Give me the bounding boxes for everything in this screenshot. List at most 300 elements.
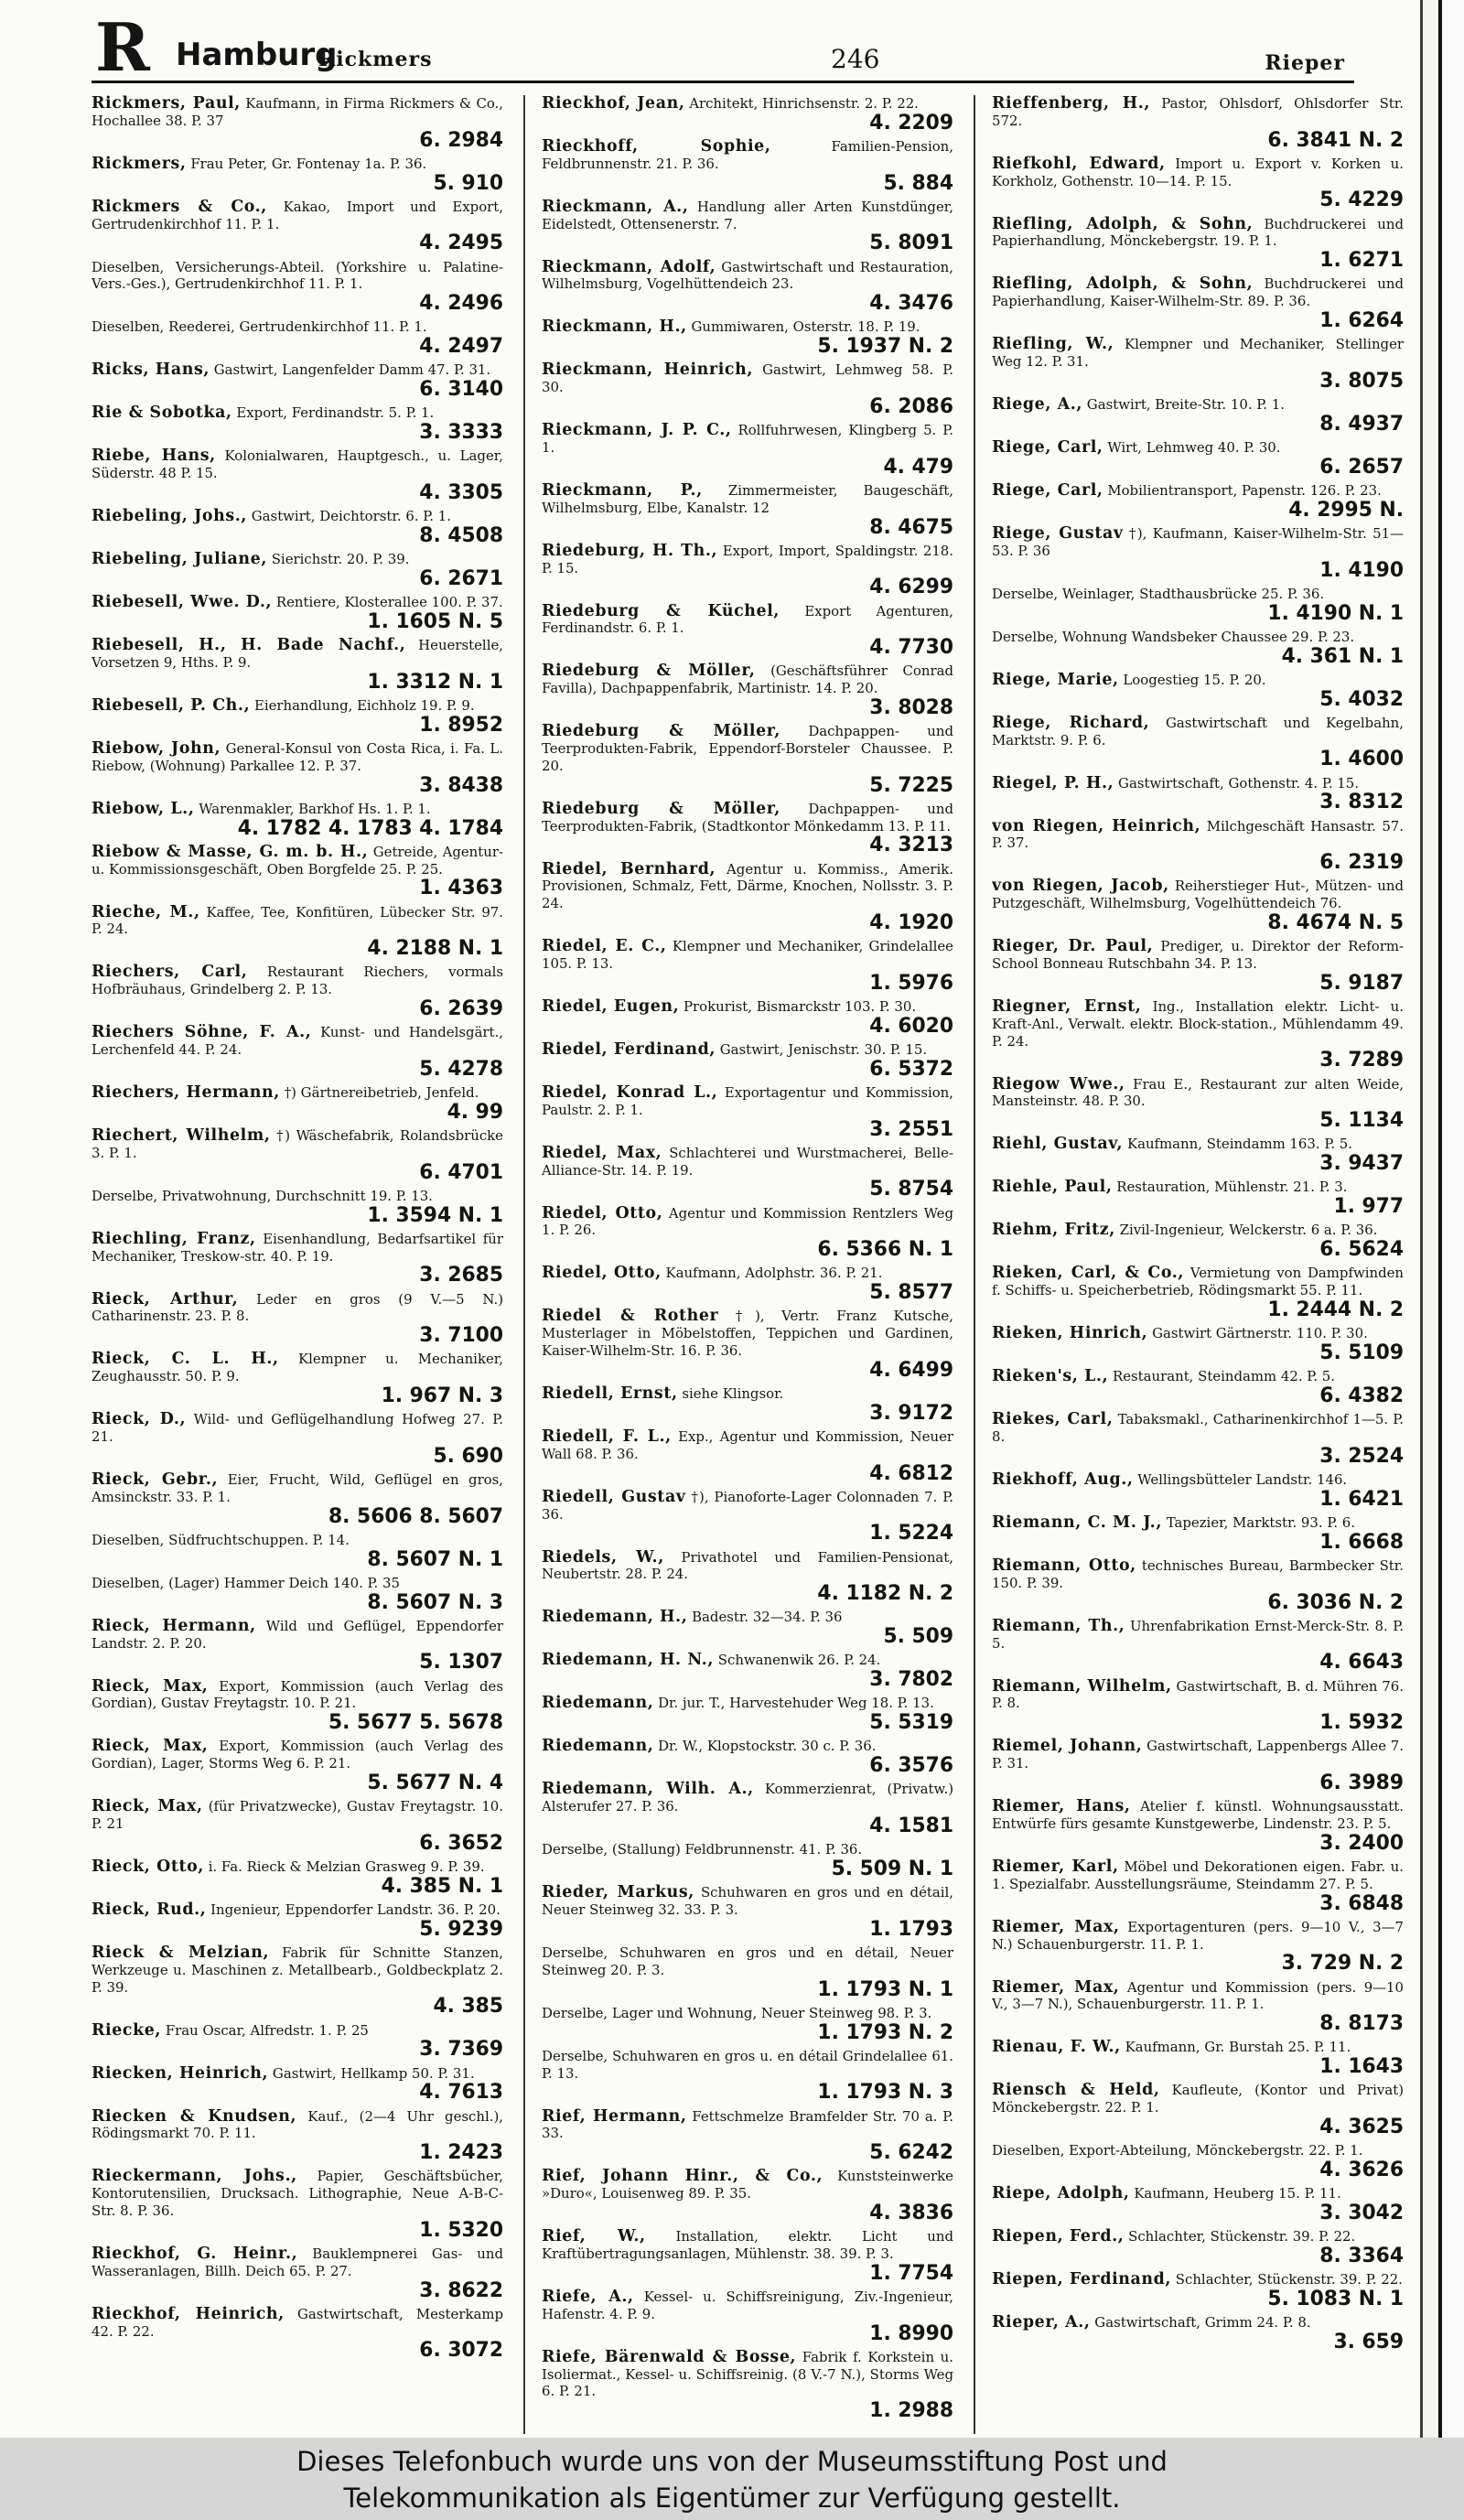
entry-details: Kaufmann, Adolphstr. 36. P. 21. — [665, 1265, 883, 1282]
entry-details: Buchdruckerei und Papierhandlung, Kaiser-Wilhelm-Str. 89. P. 36. — [992, 275, 1404, 310]
entry-details: Gastwirt, Hellkamp 50. P. 31. — [272, 2064, 475, 2082]
entry-name: Riedemann, H., — [542, 1608, 688, 1627]
entry-details: Klempner u. Mechaniker, Zeughausstr. 50. P. 9. — [92, 1351, 503, 1385]
directory-entry — [992, 1798, 1404, 1854]
entry-details: Klempner und Mechaniker, Grindelallee 105. P. 13. — [542, 938, 953, 972]
directory-entry — [992, 1858, 1404, 1914]
entry-details: Prediger, u. Direktor der Reform-School Bonneau Rutschbahn 34. P. 13. — [992, 938, 1404, 972]
entry-details: Schlachter, Stückenstr. 39. P. 22. — [1175, 2271, 1403, 2288]
directory-entry — [992, 1222, 1404, 1260]
entry-details: Kommerzienrat, (Privatw.) Alsterufer 27. P. 36. — [542, 1781, 953, 1815]
entry-name: Riechers Söhne, F. A., — [92, 1023, 312, 1042]
entry-name: Rieffenberg, H., — [992, 95, 1151, 113]
directory-entry — [92, 2245, 503, 2301]
entry-name: Ricks, Hans, — [92, 361, 210, 380]
entry-name: Rickmers & Co., — [92, 197, 267, 216]
phone-number: 3. 7289 — [1319, 1049, 1404, 1072]
entry-details: Gastwirtschaft, Mesterkamp 42. P. 22. — [92, 2305, 503, 2340]
phone-number: 4. 6299 — [869, 576, 953, 599]
phone-number: 1. 5320 — [419, 2218, 503, 2242]
phone-number: 1. 5932 — [1319, 1711, 1404, 1735]
directory-entry — [992, 525, 1404, 581]
entry-name: Riebow & Masse, G. m. b. H., — [92, 842, 369, 861]
directory-entry — [542, 422, 953, 478]
directory-entry — [92, 1901, 503, 1940]
entry-name: Riedemann, — [542, 1694, 654, 1713]
entry-name: Riebow, John, — [92, 738, 221, 758]
entry-name: Riefling, Adolph, & Sohn, — [992, 275, 1254, 294]
phone-number: 6. 2639 — [419, 996, 503, 1020]
entry-details: Export, Ferdinandstr. 5. P. 1. — [236, 404, 435, 422]
entry-details: Import u. Export v. Korken u. Korkholz, Gothenstr. 10—14. P. 15. — [992, 155, 1404, 189]
entry-details: Tabaksmakl., Catharinenkirchhof 1—5. P. 8. — [992, 1411, 1404, 1445]
entry-details: Fabrik für Schnitte Stanzen, Werkzeuge u. Maschinen z. Metallbearb., Goldbeckplatz 2. P. 39. — [92, 1944, 503, 1996]
entry-details: Restauration, Mühlenstr. 21. P. 3. — [1116, 1179, 1348, 1196]
entry-details: Dr. W., Klopstockstr. 30 c. P. 36. — [658, 1738, 877, 1755]
phone-number: 6. 5624 — [1319, 1238, 1404, 1262]
phone-number: 1. 6264 — [1319, 308, 1404, 332]
phone-number: 5. 690 — [433, 1444, 503, 1468]
phone-number: 3. 8028 — [869, 695, 953, 719]
entry-name: Riefling, Adolph, & Sohn, — [992, 214, 1254, 233]
phone-number: 4. 3836 — [869, 2201, 953, 2224]
column-3 — [992, 95, 1404, 2434]
entry-name: Riebesell, Wwe. D., — [92, 593, 273, 612]
entry-details: Dachpappen- und Teerprodukten-Fabrik, (Stadtkontor Mönkedamm 13. P. 11. — [542, 800, 953, 835]
directory-entry — [542, 603, 953, 659]
entry-name: Rieken's, L., — [992, 1367, 1109, 1386]
entry-details: Zivil-Ingenieur, Welckerstr. 6 a. P. 36. — [1119, 1222, 1378, 1239]
phone-number: 4. 2995 N. — [1288, 498, 1404, 522]
phone-number: 5. 910 — [433, 171, 503, 195]
entry-name: Rieckhof, Heinrich, — [92, 2304, 285, 2323]
directory-entry — [92, 1798, 503, 1854]
directory-entry — [92, 95, 503, 151]
entry-details: Wild- und Geflügelhandlung Hofweg 27. P. 21. — [92, 1411, 503, 1445]
directory-entry — [992, 1678, 1404, 1734]
entry-details: Gastwirtschaft, Lappenbergs Allee 7. P. 31. — [992, 1738, 1404, 1772]
entry-name: Riehl, Gustav, — [992, 1135, 1124, 1154]
city-name: Hamburg — [176, 37, 338, 73]
entry-details: General-Konsul von Costa Rica, i. Fa. L. Riebow, (Wohnung) Parkallee 12. P. 37. — [92, 739, 503, 774]
phone-number: 4. 3213 — [869, 834, 953, 857]
entry-name: Riedell, F. L., — [542, 1427, 672, 1446]
directory-entry — [92, 508, 503, 546]
entry-details: Ing., Installation elektr. Licht- u. Kraft-Anl., Verwalt. elektr. Block-station., Mühlendamm 49. P. 24. — [992, 997, 1404, 1050]
entry-name: Rienau, F. W., — [992, 2038, 1121, 2057]
phone-number: 4. 1782 4. 1783 4. 1784 — [237, 816, 503, 840]
entry-details: Vermietung von Dampfwinden f. Schiffs- u. Speicherbetrieb, Rödingsmarkt 55. P. 11. — [992, 1265, 1404, 1299]
entry-details: Gastwirt, Jenischstr. 30. P. 15. — [719, 1040, 928, 1058]
entry-name: Rieckhof, G. Heinr., — [92, 2244, 298, 2263]
phone-number: 8. 4675 — [869, 515, 953, 539]
directory-entry — [92, 1532, 503, 1570]
phone-number: 1. 5224 — [869, 1522, 953, 1545]
entry-name: Rieckmann, H., — [542, 318, 687, 337]
entry-name: Riefkohl, Edward, — [992, 154, 1166, 173]
directory-entry — [542, 1265, 953, 1303]
phone-number: 4. 6020 — [869, 1014, 953, 1038]
entry-details: Fabrik f. Korkstein u. Isoliermat., Kessel- u. Schiffsreinig. (8 V.-7 N.), Storms Weg 6. P. 21. — [542, 2348, 953, 2400]
entry-details: Derselbe, Weinlager, Stadthausbrücke 25. P. 36. — [992, 585, 1325, 602]
entry-name: Rieckmann, Adolf, — [542, 257, 716, 276]
phone-number: 6. 2086 — [869, 394, 953, 418]
phone-number: 6. 3036 N. 2 — [1267, 1590, 1404, 1614]
entry-name: Riebeling, Juliane, — [92, 550, 267, 569]
directory-entry — [992, 336, 1404, 392]
entry-details: Rentiere, Klosterallee 100. P. 37. — [275, 594, 503, 611]
directory-entry — [992, 2228, 1404, 2267]
phone-number: 4. 361 N. 1 — [1281, 644, 1404, 668]
entry-name: Rieken, Hinrich, — [992, 1324, 1148, 1343]
phone-number: 3. 7100 — [419, 1324, 503, 1348]
entry-details: Kaufmann, Heuberg 15. P. 11. — [1134, 2185, 1341, 2202]
entry-name: Riege, Carl, — [992, 437, 1103, 457]
entry-name: Rieckmann, Heinrich, — [542, 361, 753, 380]
entry-details: Dieselben, Versicherungs-Abteil. (Yorkshire u. Palatine-Vers.-Ges.), Gertrudenkirchhof 11. P. 1. — [92, 258, 503, 293]
entry-name: Riemel, Johann, — [992, 1737, 1143, 1756]
phone-number: 6. 3652 — [419, 1831, 503, 1855]
phone-number: 1. 1793 N. 1 — [817, 1977, 953, 2001]
directory-entry — [542, 1385, 953, 1424]
phone-number: 3. 2685 — [419, 1264, 503, 1287]
entry-details: Privathotel und Familien-Pensionat, Neubertstr. 28. P. 24. — [542, 1548, 953, 1583]
directory-entry — [992, 1738, 1404, 1793]
directory-entry — [92, 551, 503, 589]
entry-details: Agentur und Kommission (pers. 9—10 V., 3—7 N.), Schauenburgerstr. 11. P. 1. — [992, 1978, 1404, 2013]
entry-details: Eisenhandlung, Bedarfsartikel für Mechaniker, Treskow-str. 40. P. 19. — [92, 1230, 503, 1265]
entry-details: Ingenieur, Eppendorfer Landstr. 36. P. 20. — [210, 1901, 501, 1918]
directory-entry — [992, 775, 1404, 813]
phone-number: 5. 7225 — [869, 773, 953, 797]
phone-number: 5. 509 N. 1 — [831, 1857, 953, 1880]
phone-number: 1. 3312 N. 1 — [367, 670, 503, 694]
phone-number: 4. 3305 — [419, 480, 503, 504]
entry-details: Gastwirt Gärtnerstr. 110. P. 30. — [1152, 1325, 1368, 1342]
entry-details: Derselbe, (Stallung) Feldbrunnenstr. 41. P. 36. — [542, 1841, 863, 1858]
phone-number: 1. 977 — [1333, 1195, 1404, 1219]
phone-number: 4. 99 — [447, 1100, 503, 1124]
phone-number: 1. 1605 N. 5 — [367, 609, 503, 633]
directory-entry — [992, 998, 1404, 1072]
entry-name: Riefe, Bärenwald & Bosse, — [542, 2347, 797, 2366]
entry-name: Riedemann, — [542, 1737, 654, 1756]
directory-entry — [92, 1944, 503, 2018]
entry-details: Installation, elektr. Licht und Kraftübertragungsanlagen, Mühlenstr. 38. 39. P. 3. — [542, 2228, 953, 2262]
entry-details: Derselbe, Lager und Wohnung, Neuer Steinweg 98. P. 3. — [542, 2004, 932, 2021]
entry-name: Rieckmann, P., — [542, 480, 703, 500]
phone-number: 6. 2984 — [419, 128, 503, 152]
phone-number: 8. 4937 — [1319, 412, 1404, 436]
directory-entry — [992, 1325, 1404, 1363]
phone-number: 8. 4508 — [419, 523, 503, 547]
phone-number: 5. 1937 N. 2 — [817, 335, 953, 359]
directory-entry — [542, 1695, 953, 1733]
entry-name: Riebeling, Johs., — [92, 507, 248, 526]
directory-entry — [92, 637, 503, 693]
entry-name: Riedel, Otto, — [542, 1264, 662, 1283]
phone-number: 5. 9239 — [419, 1917, 503, 1941]
directory-entry — [992, 1514, 1404, 1553]
entry-name: Rickmers, Paul, — [92, 95, 241, 113]
directory-entry — [92, 2306, 503, 2362]
directory-entry — [992, 629, 1404, 667]
entry-name: Riege, A., — [992, 394, 1083, 414]
entry-details: Wild und Geflügel, Eppendorfer Landstr. 2. P. 20. — [92, 1617, 503, 1652]
entry-name: Riepe, Adolph, — [992, 2184, 1130, 2203]
entry-name: Riedeburg & Möller, — [542, 722, 780, 741]
directory-entry — [92, 199, 503, 254]
phone-number: 4. 385 — [433, 1995, 503, 2019]
directory-entry — [992, 95, 1404, 151]
entry-name: Riegow Wwe., — [992, 1074, 1125, 1093]
directory-entry — [542, 138, 953, 194]
phone-number: 4. 479 — [883, 455, 953, 479]
phone-number: 5. 5109 — [1319, 1341, 1404, 1364]
entry-name: Riedel, Konrad L., — [542, 1082, 718, 1102]
phone-number: 5. 4229 — [1319, 188, 1404, 212]
entry-details: Gastwirt, Deichtorstr. 6. P. 1. — [251, 508, 451, 525]
entry-name: Riegel, P. H., — [992, 773, 1114, 792]
directory-entry — [542, 861, 953, 934]
entry-details: Pastor, Ohlsdorf, Ohlsdorfer Str. 572. — [992, 95, 1404, 129]
entry-name: Rieche, M., — [92, 902, 200, 921]
entry-name: Riedel, Ferdinand, — [542, 1039, 716, 1059]
entry-details: Fettschmelze Bramfelder Str. 70 a. P. 33. — [542, 2107, 953, 2142]
directory-entry — [542, 543, 953, 598]
column-divider — [974, 95, 975, 2434]
directory-entry — [992, 1471, 1404, 1510]
entry-details: Heuerstelle, Vorsetzen 9, Hths. P. 9. — [92, 637, 503, 671]
directory-entry — [92, 2022, 503, 2061]
directory-entry — [542, 1652, 953, 1690]
directory-entry — [992, 1557, 1404, 1613]
entry-name: Rieck, Gebr., — [92, 1470, 219, 1489]
directory-entry — [542, 1884, 953, 1940]
phone-number: 4. 6643 — [1319, 1651, 1404, 1675]
entry-name: Riechert, Wilhelm, — [92, 1125, 271, 1145]
phone-number: 1. 4363 — [419, 877, 503, 900]
entry-name: Riehm, Fritz, — [992, 1221, 1115, 1240]
entry-name: Rieken, Carl, & Co., — [992, 1264, 1185, 1283]
phone-number: 8. 4674 N. 5 — [1267, 910, 1404, 934]
directory-entry — [992, 216, 1404, 272]
scan-edge — [1420, 0, 1464, 2438]
entry-details: Getreide, Agentur- u. Kommissionsgeschäft, Oben Borgfelde 25. P. 25. — [92, 843, 503, 878]
directory-entry — [92, 1351, 503, 1406]
entry-details: Gastwirt, Lehmweg 58. P. 30. — [542, 361, 953, 396]
directory-entry — [92, 156, 503, 194]
entry-details: Kaufleute, (Kontor und Privat) Mönckebergstr. 22. P. 1. — [992, 2082, 1404, 2116]
directory-entry — [992, 1618, 1404, 1674]
directory-entry — [92, 1471, 503, 1527]
footer-notice — [0, 2438, 1464, 2520]
phone-number: 4. 1920 — [869, 910, 953, 934]
phone-number: 1. 8990 — [869, 2321, 953, 2345]
directory-entry — [542, 482, 953, 538]
directory-entry — [542, 938, 953, 994]
directory-entry — [992, 2039, 1404, 2077]
entry-name: Rieck, D., — [92, 1410, 187, 1429]
entry-name: Rieckhof, Jean, — [542, 95, 685, 113]
entry-details: Warenmakler, Barkhof Hs. 1. P. 1. — [199, 800, 431, 817]
phone-number: 5. 8091 — [869, 232, 953, 255]
entry-details: Export Agenturen, Ferdinandstr. 6. P. 1. — [542, 602, 953, 637]
directory-entry — [542, 1841, 953, 1879]
entry-name: Riepen, Ferdinand, — [992, 2270, 1172, 2289]
phone-number: 5. 509 — [883, 1625, 953, 1649]
page-header — [92, 8, 1354, 86]
entry-name: Riedel & Rother — [542, 1307, 719, 1326]
directory-entry — [92, 1231, 503, 1287]
phone-number: 5. 1134 — [1319, 1109, 1404, 1133]
directory-entry — [992, 586, 1404, 624]
phone-number: 4. 3476 — [869, 292, 953, 316]
phone-number: 3. 9172 — [869, 1401, 953, 1425]
directory-entry — [92, 1575, 503, 1613]
directory-entry — [542, 2108, 953, 2164]
phone-number: 8. 3364 — [1319, 2244, 1404, 2267]
phone-number: 1. 2444 N. 2 — [1267, 1298, 1404, 1321]
directory-entry — [92, 2065, 503, 2104]
phone-number: 1. 2988 — [869, 2399, 953, 2423]
phone-number: 5. 4278 — [419, 1057, 503, 1081]
entry-details: Dieselben, Südfruchtschuppen. P. 14. — [92, 1531, 350, 1548]
phone-number: 1. 4600 — [1319, 748, 1404, 771]
directory-entry — [542, 1489, 953, 1545]
entry-name: Riege, Gustav — [992, 523, 1124, 543]
entry-details: Loogestieg 15. P. 20. — [1123, 671, 1266, 688]
directory-entry — [542, 259, 953, 315]
entry-details: Export, Import, Spaldingstr. 218. P. 15. — [542, 542, 953, 576]
directory-entry — [542, 199, 953, 254]
entry-details: Gastwirt, Langenfelder Damm 47. P. 31. — [213, 361, 491, 379]
entry-details: Eier, Frucht, Wild, Geflügel en gros, Amsinckstr. 33. P. 1. — [92, 1470, 503, 1505]
directory-entry — [542, 2288, 953, 2344]
directory-entry — [92, 964, 503, 1019]
entry-details: Kunst- und Handelsgärt., Lerchenfeld 44. P. 24. — [92, 1024, 503, 1058]
phone-number: 1. 8952 — [419, 713, 503, 737]
entry-details: Gastwirtschaft, Grimm 24. P. 8. — [1094, 2314, 1311, 2332]
phone-number: 3. 8075 — [1319, 369, 1404, 393]
entry-name: Riedell, Ernst, — [542, 1384, 678, 1403]
entry-name: Riedeburg & Möller, — [542, 799, 780, 818]
entry-details: Kaufmann, Steindamm 163. P. 5. — [1126, 1136, 1352, 1153]
entry-name: Riecken & Knudsen, — [92, 2106, 297, 2126]
entry-name: Riekhoff, Aug., — [992, 1470, 1134, 1489]
phone-number: 3. 729 N. 2 — [1281, 1952, 1404, 1976]
phone-number: 6. 4382 — [1319, 1384, 1404, 1407]
entry-name: Riemann, Otto, — [992, 1556, 1136, 1575]
directory-entry — [992, 672, 1404, 710]
entry-details: Schwanenwik 26. P. 24. — [717, 1652, 881, 1669]
phone-number: 6. 3841 N. 2 — [1267, 128, 1404, 152]
phone-number: 4. 7730 — [869, 636, 953, 660]
entry-name: Riedel, Otto, — [542, 1203, 663, 1222]
entry-details: Dieselben, Export-Abteilung, Mönckebergstr. 22. P. 1. — [992, 2142, 1363, 2159]
phone-number: 6. 3072 — [419, 2339, 503, 2363]
entry-name: Riemer, Max, — [992, 1977, 1120, 1997]
directory-entry — [992, 1979, 1404, 2035]
entry-name: Rieck & Melzian, — [92, 1943, 270, 1962]
entry-name: Rie & Sobotka, — [92, 404, 232, 423]
phone-number: 5. 1083 N. 1 — [1267, 2287, 1404, 2310]
entry-details: Wellingsbütteler Landstr. 146. — [1137, 1470, 1348, 1488]
entry-name: Riemann, Wilhelm, — [992, 1676, 1172, 1696]
entry-name: Riedel, Max, — [542, 1143, 662, 1162]
entry-details: Gastwirt, Breite-Str. 10. P. 1. — [1086, 395, 1285, 413]
directory-entry — [542, 2168, 953, 2224]
entry-name: Riegner, Ernst, — [992, 996, 1142, 1016]
directory-entry — [542, 1944, 953, 2000]
directory-entry — [992, 1179, 1404, 1217]
directory-entry — [542, 2349, 953, 2422]
phone-number: 4. 6812 — [869, 1461, 953, 1485]
phone-number: 6. 3140 — [419, 378, 503, 402]
phone-number: 5. 8754 — [869, 1178, 953, 1201]
entry-details: Frau E., Restaurant zur alten Weide, Mansteinstr. 48. P. 30. — [992, 1075, 1404, 1110]
phone-number: 3. 9437 — [1319, 1152, 1404, 1176]
directory-entry — [92, 404, 503, 443]
entry-details: Eierhandlung, Eichholz 19. P. 9. — [253, 696, 475, 714]
entry-details: Buchdruckerei und Papierhandlung, Mönckebergstr. 19. P. 1. — [992, 215, 1404, 250]
phone-number: 6. 3989 — [1319, 1771, 1404, 1794]
entry-name: Riedeburg & Möller, — [542, 662, 756, 681]
entry-details: Badestr. 32—34. P. 36 — [692, 1609, 843, 1626]
entry-name: Rieck, C. L. H., — [92, 1350, 279, 1369]
directory-entry — [992, 1076, 1404, 1132]
directory-entry — [542, 318, 953, 357]
column-2 — [542, 95, 953, 2434]
entry-name: von Riegen, Heinrich, — [992, 816, 1201, 835]
entry-name: Riecke, — [92, 2020, 162, 2040]
entry-name: Rieck, Max, — [92, 1676, 209, 1696]
phone-number: 5. 8577 — [869, 1281, 953, 1305]
directory-entry — [992, 439, 1404, 478]
phone-number: 1. 6421 — [1319, 1487, 1404, 1511]
entry-details: Derselbe, Wohnung Wandsbeker Chaussee 29. P. 23. — [992, 628, 1355, 645]
entry-details: (für Privatzwecke), Gustav Freytagstr. 10. P. 21 — [92, 1798, 503, 1832]
directory-entry — [542, 1609, 953, 1647]
phone-number: 6. 3576 — [869, 1754, 953, 1778]
directory-entry — [992, 1368, 1404, 1406]
entry-name: von Riegen, Jacob, — [992, 877, 1169, 896]
phone-number: 3. 7369 — [419, 2038, 503, 2062]
entry-details: Schlachter, Stückenstr. 39. P. 22. — [1128, 2228, 1356, 2245]
entry-name: Riedemann, Wilh. A., — [542, 1780, 754, 1799]
directory-entry — [992, 156, 1404, 211]
entry-name: Riemer, Max, — [992, 1917, 1120, 1936]
entry-name: Riecken, Heinrich, — [92, 2063, 269, 2083]
directory-entry — [542, 2048, 953, 2104]
directory-entry — [542, 1781, 953, 1836]
directory-entry — [542, 1308, 953, 1381]
directory-entry — [92, 447, 503, 503]
directory-entry — [992, 715, 1404, 770]
directory-entry — [92, 2168, 503, 2241]
entry-name: Riebow, L., — [92, 799, 195, 818]
directory-entry — [992, 1919, 1404, 1975]
phone-number: 6. 5372 — [869, 1057, 953, 1081]
page-number: 246 — [831, 44, 880, 74]
entry-name: Riechers, Hermann, — [92, 1082, 280, 1102]
phone-number: 4. 2497 — [419, 335, 503, 359]
directory-entry — [542, 1738, 953, 1776]
entry-details: Exportagenturen (pers. 9—10 V., 3—7 N.) Schauenburgerstr. 11. P. 1. — [992, 1918, 1404, 1953]
entry-details: Derselbe, Schuhwaren en gros und en détail, Neuer Steinweg 20. P. 3. — [542, 1944, 953, 1978]
directory-entry — [542, 1205, 953, 1261]
entry-details: Rollfuhrwesen, Klingberg 5. P. 1. — [542, 422, 953, 456]
